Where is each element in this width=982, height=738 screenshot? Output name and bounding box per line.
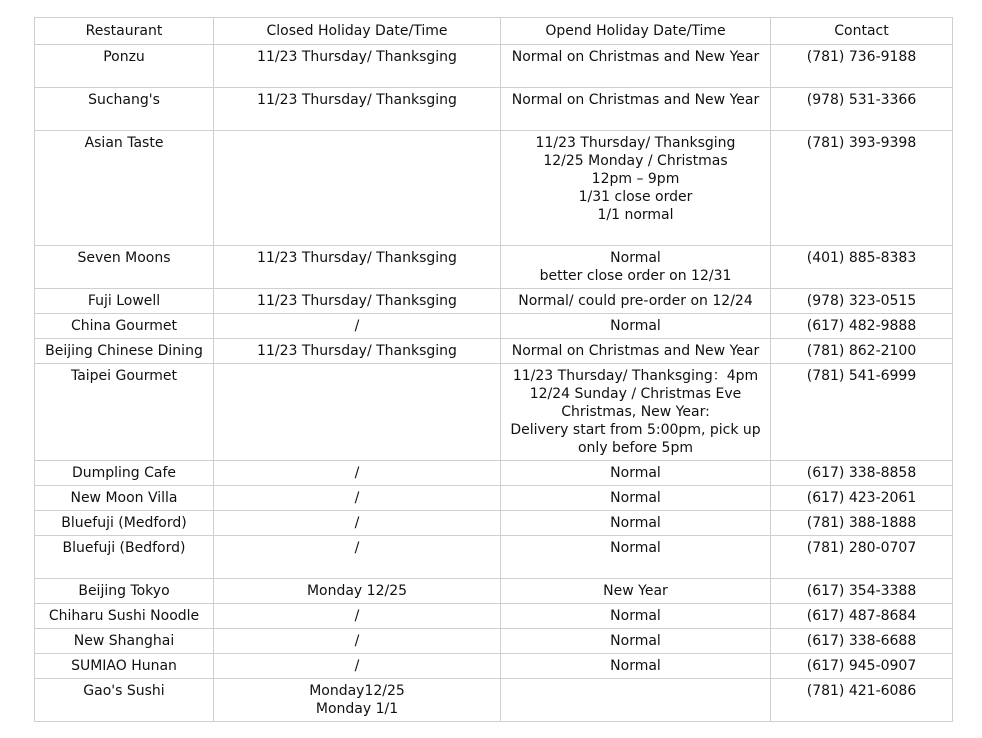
table-row <box>35 629 953 654</box>
closed-holiday-cell <box>214 511 501 536</box>
opened-holiday-line: 12pm – 9pm <box>591 171 680 187</box>
restaurant-name-cell: Bluefuji (Bedford) <box>35 536 214 579</box>
restaurant-name-cell: Seven Moons <box>35 246 214 289</box>
opened-holiday-cell <box>501 604 771 629</box>
opened-holiday-cell <box>501 679 771 722</box>
opened-holiday-cell <box>501 289 771 314</box>
table-row <box>35 131 953 246</box>
opened-holiday-cell <box>501 339 771 364</box>
contact-phone-cell: (781) 862-2100 <box>771 339 953 364</box>
closed-holiday-line: / <box>354 658 360 674</box>
closed-holiday-cell <box>214 629 501 654</box>
table-body <box>35 45 953 722</box>
header-row <box>35 18 953 45</box>
opened-holiday-line: Christmas, New Year: <box>561 404 710 420</box>
contact-phone-cell: (781) 421-6086 <box>771 679 953 722</box>
opened-holiday-cell <box>501 314 771 339</box>
restaurant-name-cell: Chiharu Sushi Noodle <box>35 604 214 629</box>
restaurant-name-cell: Suchang's <box>35 88 214 131</box>
opened-holiday-cell <box>501 579 771 604</box>
opened-holiday-line: Normal <box>610 540 661 556</box>
opened-holiday-line: 12/25 Monday / Christmas <box>543 153 728 169</box>
closed-holiday-line: 11/23 Thursday/ Thanksging <box>257 92 457 108</box>
table-row <box>35 314 953 339</box>
opened-holiday-cell <box>501 486 771 511</box>
closed-holiday-cell <box>214 289 501 314</box>
opened-holiday-cell <box>501 88 771 131</box>
closed-holiday-line: / <box>354 608 360 624</box>
opened-holiday-line: Normal on Christmas and New Year <box>511 49 760 65</box>
closed-holiday-line: Monday12/25 <box>309 683 405 699</box>
opened-holiday-line: Normal <box>610 318 661 334</box>
opened-holiday-cell <box>501 629 771 654</box>
closed-holiday-cell <box>214 604 501 629</box>
table-row <box>35 289 953 314</box>
opened-holiday-line: 11/23 Thursday/ Thanksging <box>535 135 736 151</box>
holiday-hours-table <box>34 17 953 722</box>
opened-holiday-line: Normal <box>610 490 661 506</box>
table-row <box>35 604 953 629</box>
table-row <box>35 339 953 364</box>
opened-holiday-cell <box>501 654 771 679</box>
opened-holiday-line: New Year <box>603 583 668 599</box>
opened-holiday-line: 11/23 Thursday/ Thanksging：4pm <box>512 368 759 384</box>
closed-holiday-line: 11/23 Thursday/ Thanksging <box>257 343 457 359</box>
contact-phone-cell: (617) 354-3388 <box>771 579 953 604</box>
opened-holiday-line: only before 5pm <box>577 440 693 456</box>
opened-holiday-line: Normal on Christmas and New Year <box>511 92 760 108</box>
closed-holiday-cell <box>214 45 501 88</box>
opened-holiday-cell <box>501 536 771 579</box>
header-contact: Contact <box>771 18 953 45</box>
closed-holiday-line: / <box>354 318 360 334</box>
contact-phone-cell: (617) 487-8684 <box>771 604 953 629</box>
closed-holiday-cell <box>214 364 501 461</box>
header-closed-holiday: Closed Holiday Date/Time <box>214 18 501 45</box>
restaurant-name-cell: Beijing Chinese Dining <box>35 339 214 364</box>
opened-holiday-line: Normal <box>610 250 661 266</box>
closed-holiday-cell <box>214 679 501 722</box>
restaurant-name-cell: China Gourmet <box>35 314 214 339</box>
contact-phone-cell: (617) 338-8858 <box>771 461 953 486</box>
closed-holiday-cell <box>214 246 501 289</box>
closed-holiday-line: Monday 12/25 <box>306 583 408 599</box>
opened-holiday-cell <box>501 461 771 486</box>
table-row <box>35 486 953 511</box>
table-row <box>35 246 953 289</box>
contact-phone-cell: (781) 393-9398 <box>771 131 953 246</box>
contact-phone-cell: (781) 280-0707 <box>771 536 953 579</box>
opened-holiday-line: Normal <box>610 658 661 674</box>
table-row <box>35 88 953 131</box>
table-row <box>35 654 953 679</box>
opened-holiday-line: 1/31 close order <box>578 189 693 205</box>
restaurant-name-cell: Dumpling Cafe <box>35 461 214 486</box>
restaurant-name-cell: Bluefuji (Medford) <box>35 511 214 536</box>
opened-holiday-line: better close order on 12/31 <box>539 268 732 284</box>
restaurant-name-cell: New Shanghai <box>35 629 214 654</box>
table-row <box>35 364 953 461</box>
restaurant-name-cell: Fuji Lowell <box>35 289 214 314</box>
restaurant-name-cell: Taipei Gourmet <box>35 364 214 461</box>
opened-holiday-cell <box>501 511 771 536</box>
restaurant-name-cell: Gao's Sushi <box>35 679 214 722</box>
closed-holiday-line: / <box>354 515 360 531</box>
closed-holiday-cell <box>214 579 501 604</box>
closed-holiday-cell <box>214 88 501 131</box>
opened-holiday-line: Normal <box>610 608 661 624</box>
closed-holiday-cell <box>214 654 501 679</box>
opened-holiday-line: 12/24 Sunday / Christmas Eve <box>529 386 742 402</box>
opened-holiday-line: Normal <box>610 465 661 481</box>
table-row <box>35 45 953 88</box>
closed-holiday-line: 11/23 Thursday/ Thanksging <box>257 293 457 309</box>
opened-holiday-cell <box>501 246 771 289</box>
opened-holiday-cell <box>501 364 771 461</box>
contact-phone-cell: (617) 338-6688 <box>771 629 953 654</box>
closed-holiday-line: 11/23 Thursday/ Thanksging <box>257 250 457 266</box>
closed-holiday-line: / <box>354 540 360 556</box>
closed-holiday-cell <box>214 314 501 339</box>
opened-holiday-line: Normal/ could pre-order on 12/24 <box>518 293 753 309</box>
opened-holiday-line: Normal on Christmas and New Year <box>511 343 760 359</box>
closed-holiday-cell <box>214 461 501 486</box>
restaurant-name-cell: SUMIAO Hunan <box>35 654 214 679</box>
opened-holiday-line: 1/1 normal <box>597 207 674 223</box>
opened-holiday-line: Normal <box>610 633 661 649</box>
contact-phone-cell: (617) 423-2061 <box>771 486 953 511</box>
closed-holiday-cell <box>214 339 501 364</box>
contact-phone-cell: (781) 736-9188 <box>771 45 953 88</box>
contact-phone-cell: (781) 541-6999 <box>771 364 953 461</box>
contact-phone-cell: (617) 482-9888 <box>771 314 953 339</box>
contact-phone-cell: (617) 945-0907 <box>771 654 953 679</box>
table-row <box>35 461 953 486</box>
opened-holiday-line: Normal <box>610 515 661 531</box>
closed-holiday-line: Monday 1/1 <box>315 701 399 717</box>
closed-holiday-cell <box>214 536 501 579</box>
closed-holiday-line: / <box>354 490 360 506</box>
contact-phone-cell: (401) 885-8383 <box>771 246 953 289</box>
restaurant-name-cell: New Moon Villa <box>35 486 214 511</box>
closed-holiday-line: / <box>354 465 360 481</box>
opened-holiday-cell <box>501 45 771 88</box>
table-row <box>35 536 953 579</box>
opened-holiday-line: Delivery start from 5:00pm, pick up <box>510 422 761 438</box>
closed-holiday-cell <box>214 131 501 246</box>
closed-holiday-cell <box>214 486 501 511</box>
closed-holiday-line: / <box>354 633 360 649</box>
restaurant-name-cell: Beijing Tokyo <box>35 579 214 604</box>
header-opened-holiday: Opend Holiday Date/Time <box>501 18 771 45</box>
header-restaurant: Restaurant <box>35 18 214 45</box>
opened-holiday-cell <box>501 131 771 246</box>
contact-phone-cell: (978) 531-3366 <box>771 88 953 131</box>
closed-holiday-line: 11/23 Thursday/ Thanksging <box>257 49 457 65</box>
contact-phone-cell: (781) 388-1888 <box>771 511 953 536</box>
restaurant-name-cell: Ponzu <box>35 45 214 88</box>
table-row <box>35 579 953 604</box>
table-row <box>35 679 953 722</box>
contact-phone-cell: (978) 323-0515 <box>771 289 953 314</box>
table-row <box>35 511 953 536</box>
restaurant-name-cell: Asian Taste <box>35 131 214 246</box>
